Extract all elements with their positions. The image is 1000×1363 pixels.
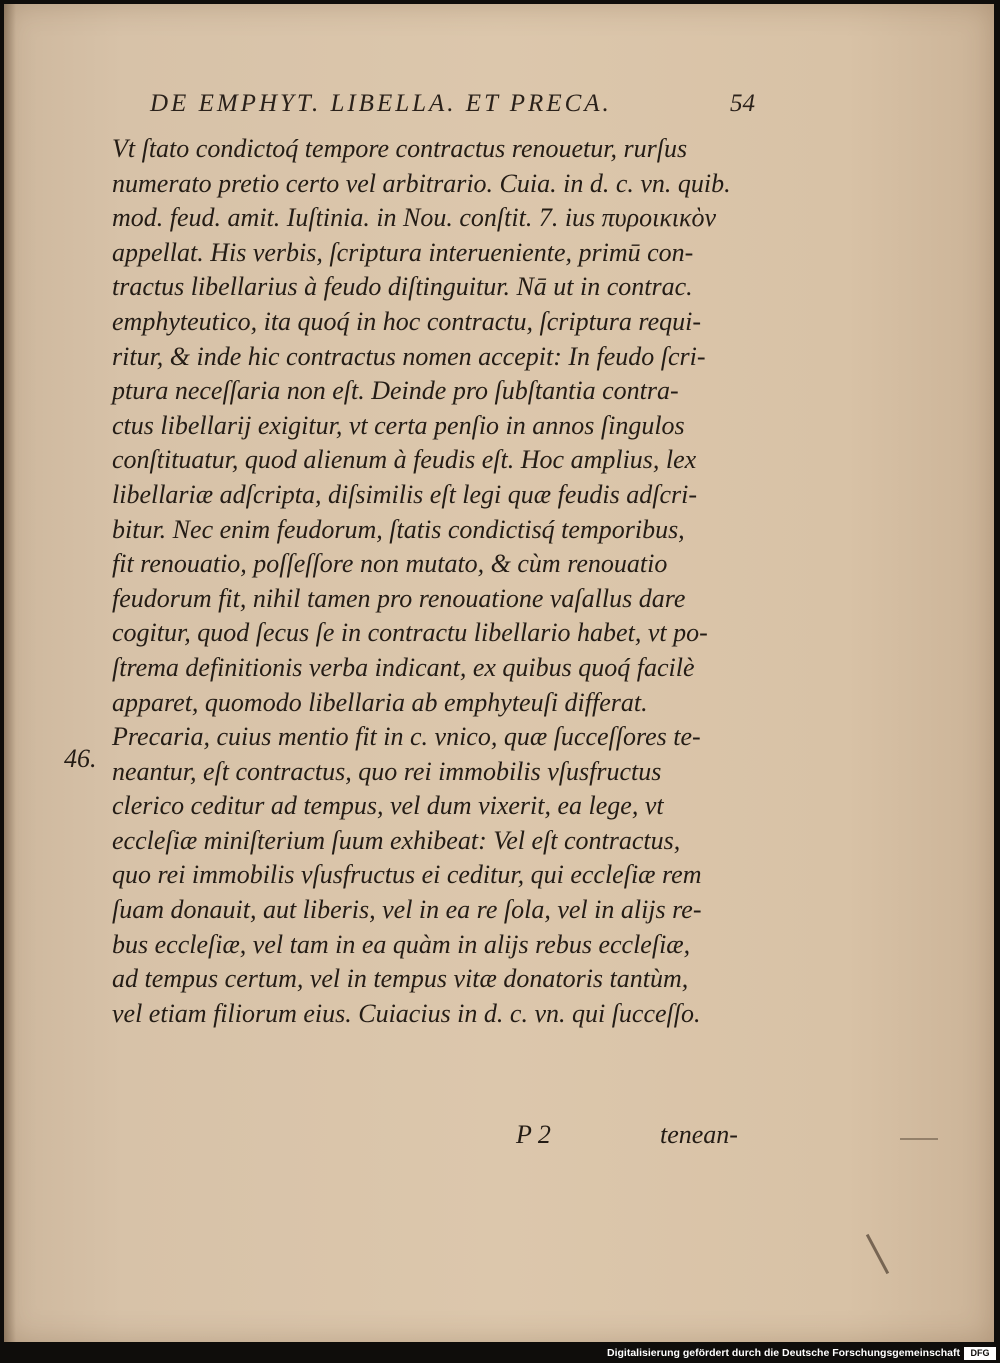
margin-dash-mark <box>900 1138 938 1140</box>
margin-paragraph-number: 46. <box>64 744 97 773</box>
text-line: feudorum fit, nihil tamen pro renouatione vaſallus dare <box>112 583 686 613</box>
signature-mark: P 2 <box>516 1120 551 1149</box>
text-line: tractus libellarius à feudo diſtinguitur. Nā ut in contrac. <box>112 272 693 302</box>
text-line: mod. feud. amit. Iuſtinia. in Nou. conſtit. 7. ius πυροικικὸν <box>112 203 717 233</box>
body-text <box>112 132 792 1031</box>
running-head <box>150 90 840 118</box>
text-line: cogitur, quod ſecus ſe in contractu libellario habet, vt po- <box>112 618 708 648</box>
text-line: clerico ceditur ad tempus, vel dum vixerit, ea lege, vt <box>112 791 664 821</box>
text-line: ſuam donauit, aut liberis, vel in ea re ſola, vel in alijs re- <box>112 895 702 925</box>
text-line: eccleſiæ miniſterium ſuum exhibeat: Vel eſt contractus, <box>112 825 681 855</box>
text-line: ritur, & inde hic contractus nomen accepit: In feudo ſcri- <box>112 341 706 371</box>
catchword: tenean- <box>660 1120 738 1149</box>
text-line: appellat. His verbis, ſcriptura interueniente, primū con- <box>112 237 694 267</box>
dfg-logo: DFG <box>964 1347 996 1360</box>
footer-credit: Digitalisierung gefördert durch die Deutsche Forschungsgemeinschaft <box>607 1347 960 1359</box>
text-line: libellariæ adſcripta, diſsimilis eſt legi quæ feudis adſcri- <box>112 479 697 509</box>
text-line: emphyteutico, ita quoq́ in hoc contractu, ſcriptura requi- <box>112 306 701 336</box>
text-line: bus eccleſiæ, vel tam in ea quàm in alijs rebus eccleſiæ, <box>112 929 691 959</box>
text-line: Vt ſtato condictoq́ tempore contractus renouetur, rurſus <box>112 134 688 163</box>
text-line: ad tempus certum, vel in tempus vitæ donatoris tantùm, <box>112 964 689 994</box>
text-line: fit renouatio, poſſeſſore non mutato, & cùm renouatio <box>112 549 668 579</box>
text-line: vel etiam filiorum eius. Cuiacius in d. c. vn. qui ſucceſſo. <box>112 998 701 1028</box>
running-head-title: DE EMPHYT. LIBELLA. ET PRECA. <box>150 90 612 117</box>
text-line: quo rei immobilis vſusfructus ei ceditur, qui eccleſiæ rem <box>112 860 702 890</box>
text-line: numerato pretio certo vel arbitrario. Cuia. in d. c. vn. quib. <box>112 168 731 198</box>
text-line: ſtrema definitionis verba indicant, ex quibus quoq́ facilè <box>112 652 695 682</box>
text-line: conſtituatur, quod alienum à feudis eſt. Hoc amplius, lex <box>112 445 697 475</box>
text-line: apparet, quomodo libellaria ab emphyteuſi differat. <box>112 687 648 717</box>
text-line: bitur. Nec enim feudorum, ſtatis condictisq́ temporibus, <box>112 514 685 544</box>
text-line: ptura neceſſaria non eſt. Deinde pro ſubſtantia contra- <box>112 376 679 406</box>
text-line: ctus libellarij exigitur, vt certa penſio in annos ſingulos <box>112 410 685 440</box>
text-line: Precaria, cuius mentio fit in c. vnico, quæ ſucceſſores te- <box>112 722 701 752</box>
text-line: neantur, eſt contractus, quo rei immobilis vſusfructus <box>112 756 662 786</box>
gutter-shadow <box>4 4 16 1342</box>
page-number: 54 <box>730 90 755 117</box>
